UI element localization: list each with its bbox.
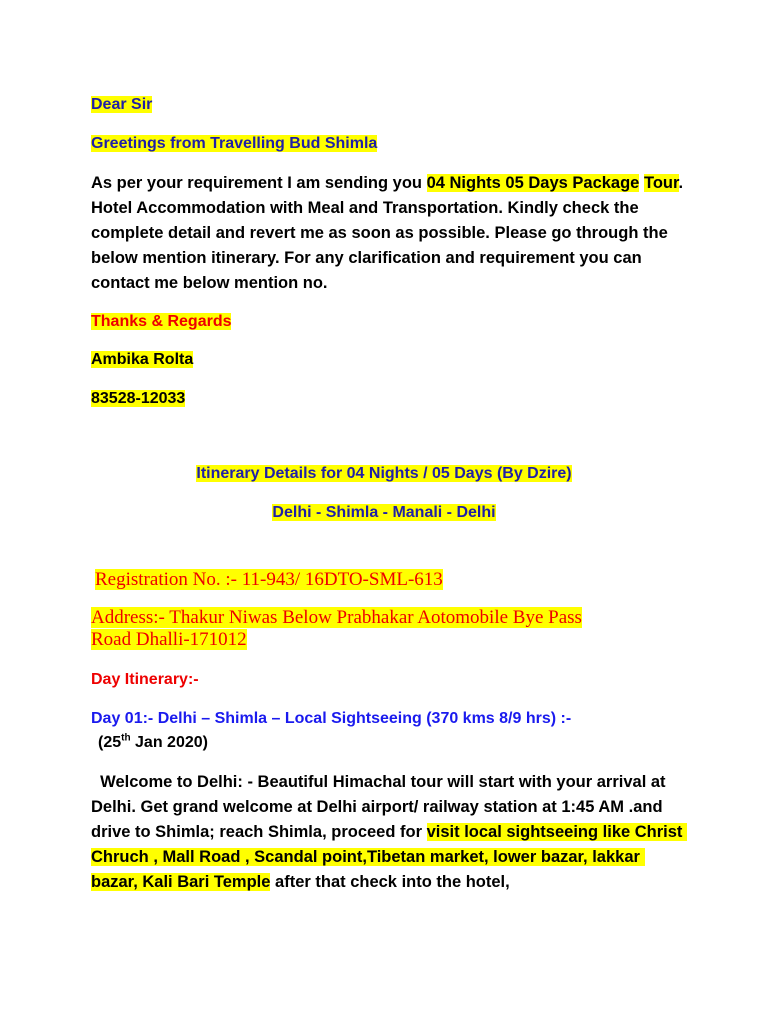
itinerary-route-text: Delhi - Shimla - Manali - Delhi [272, 504, 496, 521]
salutation [91, 95, 152, 115]
closing-text: Thanks & Regards [91, 313, 232, 330]
itinerary-title-text: Itinerary Details for 04 Nights / 05 Days (By Dzire) [196, 465, 572, 482]
body-highlight-tour: Tour [643, 174, 679, 192]
greeting-intro [91, 134, 377, 154]
day1-highlight: visit local sightseeing like Christ Chruch , Mall Road , Scandal point,Tibetan market, lower bazar, lakkar bazar, Kali Bari Temple [91, 823, 688, 891]
body-paragraph [91, 171, 691, 296]
itinerary-title [0, 464, 768, 484]
sender-phone-text: 83528-12033 [91, 390, 186, 407]
day1-title: Day 01:- Delhi – Shimla – Local Sightseeing (370 kms 8/9 hrs) :- [91, 710, 572, 727]
day1-description [91, 770, 691, 895]
registration-number [95, 569, 443, 591]
day1-date-suffix: Jan 2020) [130, 734, 208, 751]
body-text-before: As per your requirement I am sending you [91, 174, 427, 192]
body-highlight-package: 04 Nights 05 Days Package [426, 174, 640, 192]
sender-name-text: Ambika Rolta [91, 351, 194, 368]
closing [91, 312, 231, 332]
greeting-intro-text: Greetings from Travelling Bud Shimla [91, 135, 378, 152]
day1-date [98, 733, 208, 753]
itinerary-route [0, 503, 768, 523]
body-text-after: . Hotel Accommodation with Meal and Transportation. Kindly check the complete detail and revert me as soon as possible. Please go through the below mention itinerary. For any clarification and requirement you can contact me below mention no. [91, 174, 684, 292]
registration-number-text: Registration No. :- 11-943/ 16DTO-SML-613 [95, 569, 443, 590]
day1-date-sup: th [121, 732, 131, 744]
address-line-2 [91, 629, 247, 651]
day1-date-prefix: (25 [98, 734, 122, 751]
address-line-1-text: Address:- Thakur Niwas Below Prabhakar Aotomobile Bye Pass [91, 607, 582, 628]
day1-text-2: after that check into the hotel, [270, 873, 510, 891]
address-line-2-text: Road Dhalli-171012 [91, 629, 247, 650]
day1-text-1: Welcome to Delhi: - Beautiful Himachal tour will start with your arrival at Delhi. Get grand welcome at Delhi airport/ railway station at 1:45 AM .and drive to Shimla; reach Shimla, proceed for [91, 773, 671, 841]
salutation-text: Dear Sir [91, 96, 153, 113]
day-itinerary-heading: Day Itinerary:- [91, 671, 199, 688]
address-line-1 [91, 607, 582, 629]
sender-name [91, 350, 193, 370]
sender-phone [91, 389, 185, 409]
